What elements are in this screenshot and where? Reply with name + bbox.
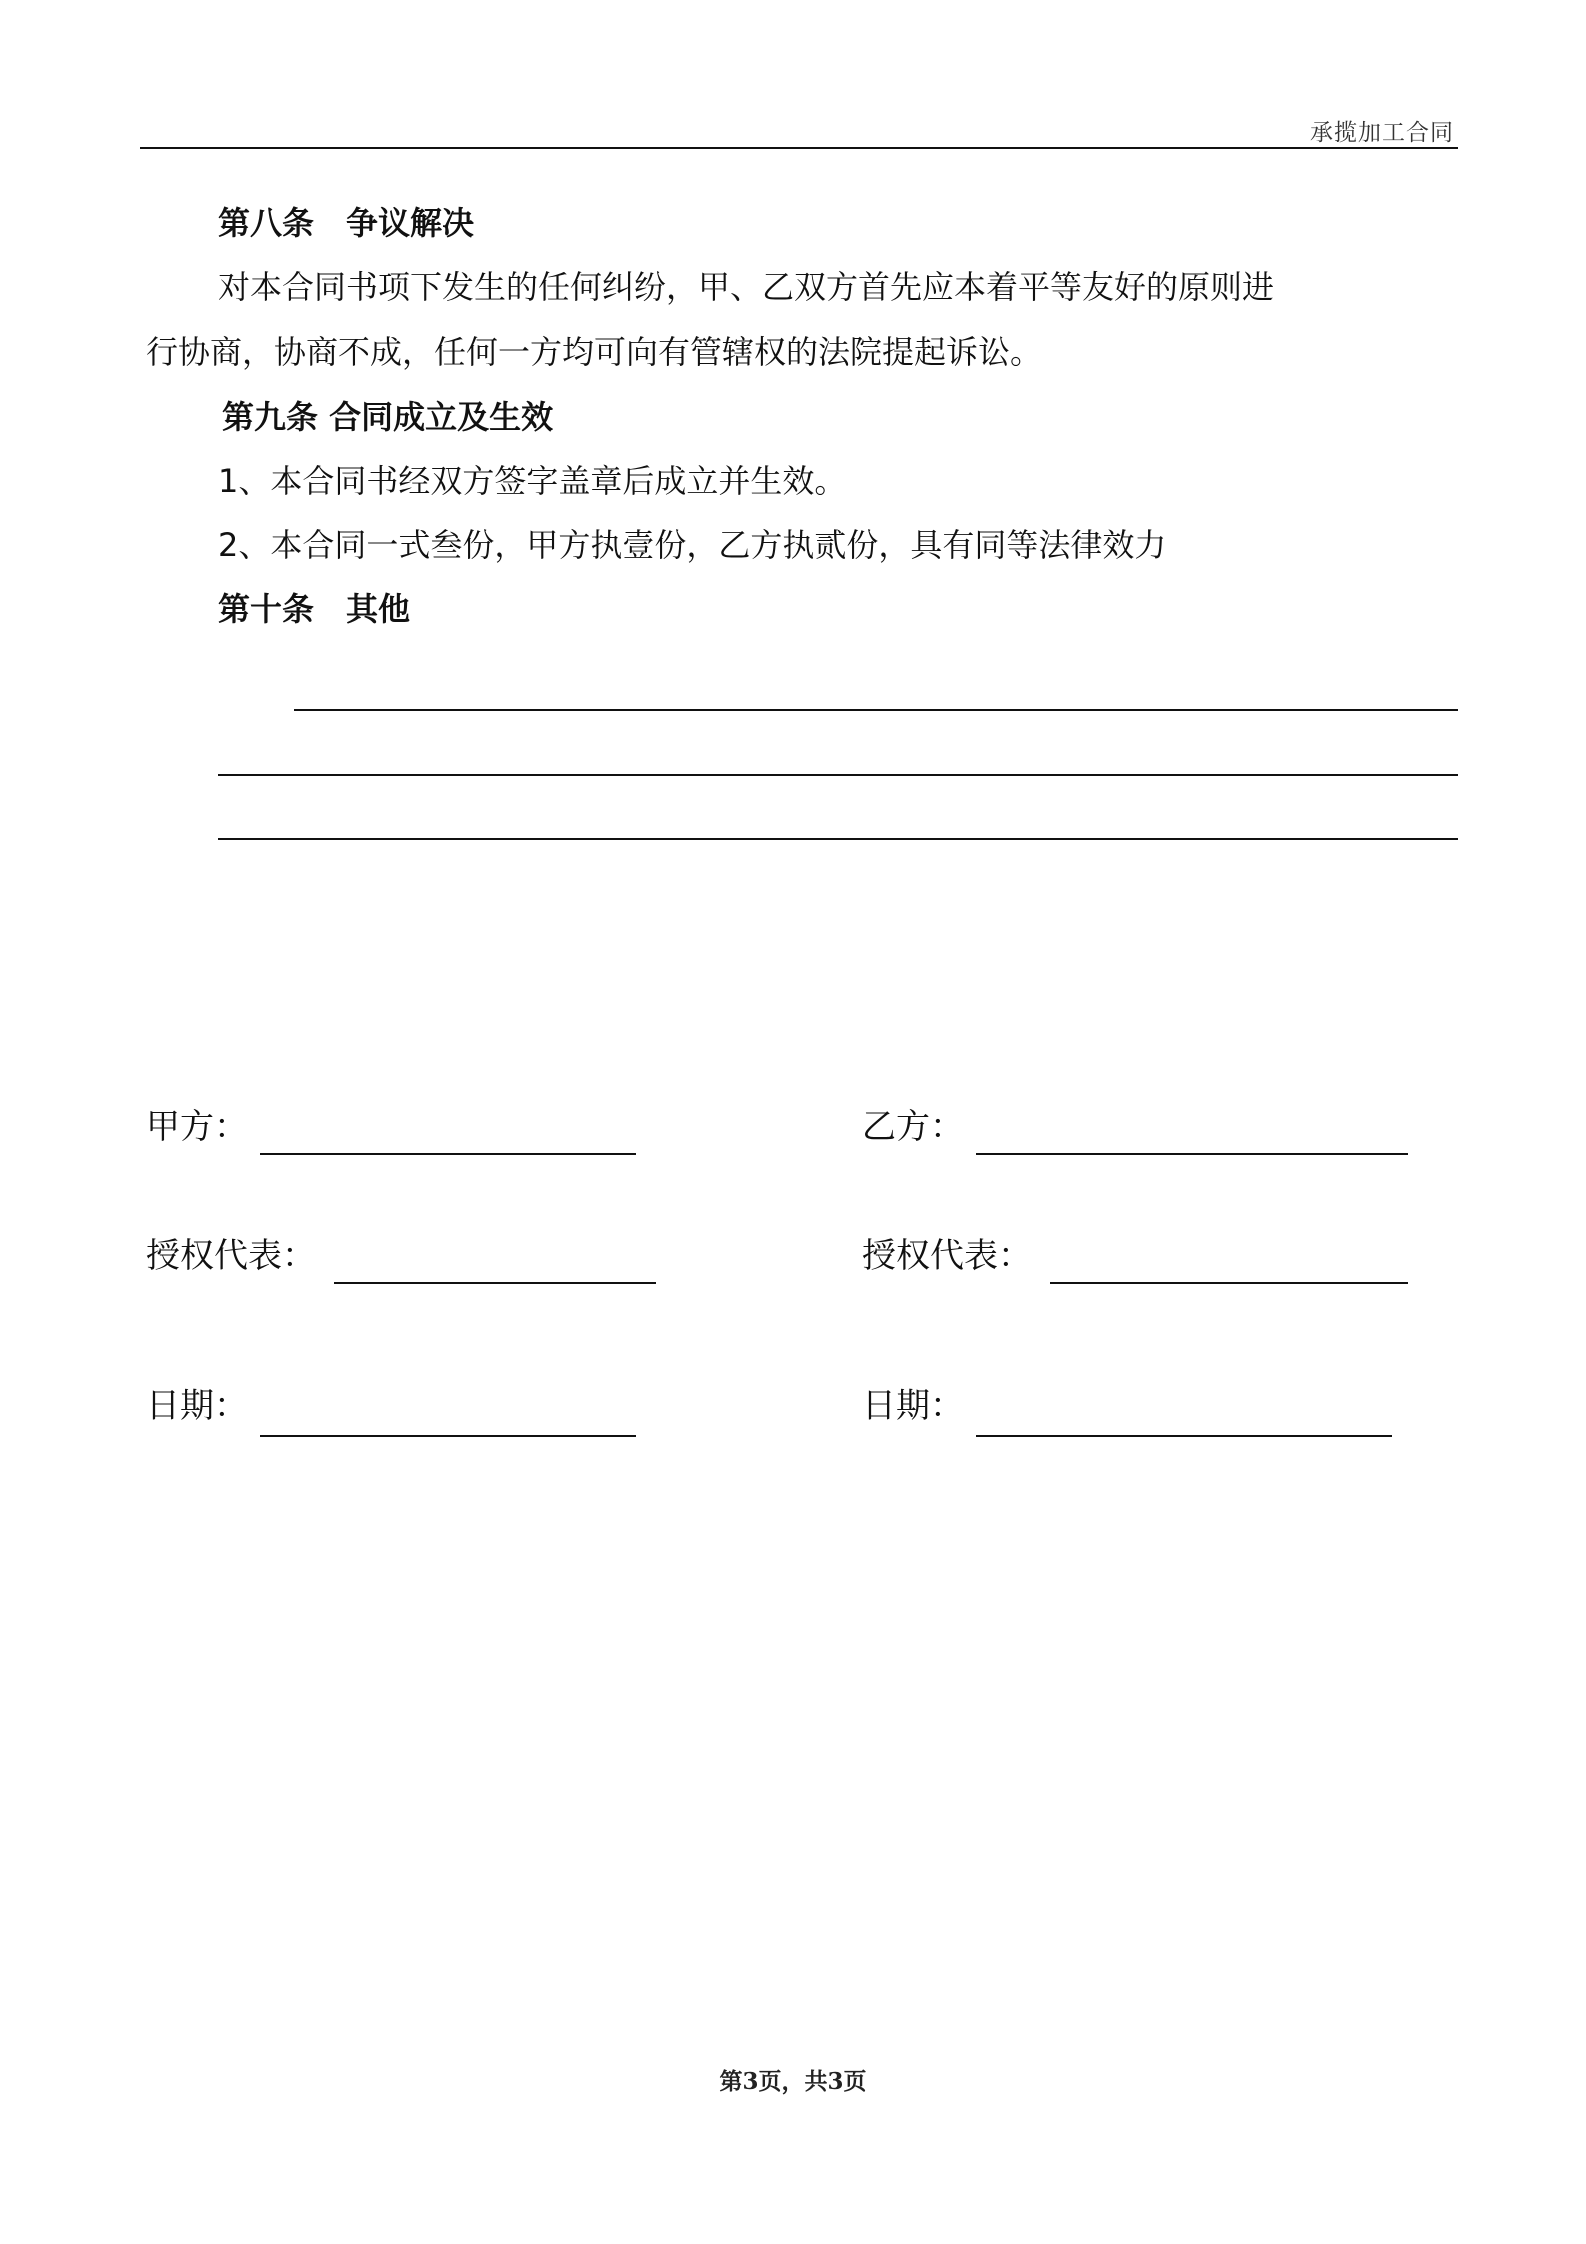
party-a-representative-label: 授权代表： (146, 1236, 316, 1276)
party-a-date-label: 日期： (146, 1386, 248, 1426)
article-8-body-line-1: 对本合同书项下发生的任何纠纷，甲、乙双方首先应本着平等友好的原则进 (218, 268, 1275, 306)
header-divider (140, 147, 1458, 149)
party-b-signature-blank[interactable] (976, 1153, 1408, 1155)
article-9-item-2: 2、本合同一式叁份，甲方执壹份，乙方执贰份，具有同等法律效力 (218, 526, 1167, 564)
party-b-representative-blank[interactable] (1050, 1282, 1408, 1284)
party-a-date-blank[interactable] (260, 1435, 636, 1437)
article-9-heading: 第九条 合同成立及生效 (222, 398, 554, 436)
page-number: 第3页，共3页 (719, 2068, 867, 2095)
party-b-representative-label: 授权代表： (862, 1236, 1032, 1276)
article-10-heading: 第十条 其他 (218, 590, 411, 628)
article-8-body-line-2: 行协商，协商不成，任何一方均可向有管辖权的法院提起诉讼。 (146, 333, 1043, 371)
header-title: 承揽加工合同 (1310, 120, 1454, 146)
article-8-heading: 第八条 争议解决 (218, 204, 475, 242)
party-a-representative-blank[interactable] (334, 1282, 656, 1284)
party-b-date-label: 日期： (862, 1386, 964, 1426)
other-terms-blank-3[interactable] (218, 838, 1458, 840)
party-a-label: 甲方： (146, 1107, 248, 1147)
other-terms-blank-2[interactable] (218, 774, 1458, 776)
party-b-date-blank[interactable] (976, 1435, 1392, 1437)
article-9-item-1: 1、本合同书经双方签字盖章后成立并生效。 (218, 462, 847, 500)
party-b-label: 乙方： (862, 1107, 964, 1147)
other-terms-blank-1[interactable] (294, 709, 1458, 711)
party-a-signature-blank[interactable] (260, 1153, 636, 1155)
